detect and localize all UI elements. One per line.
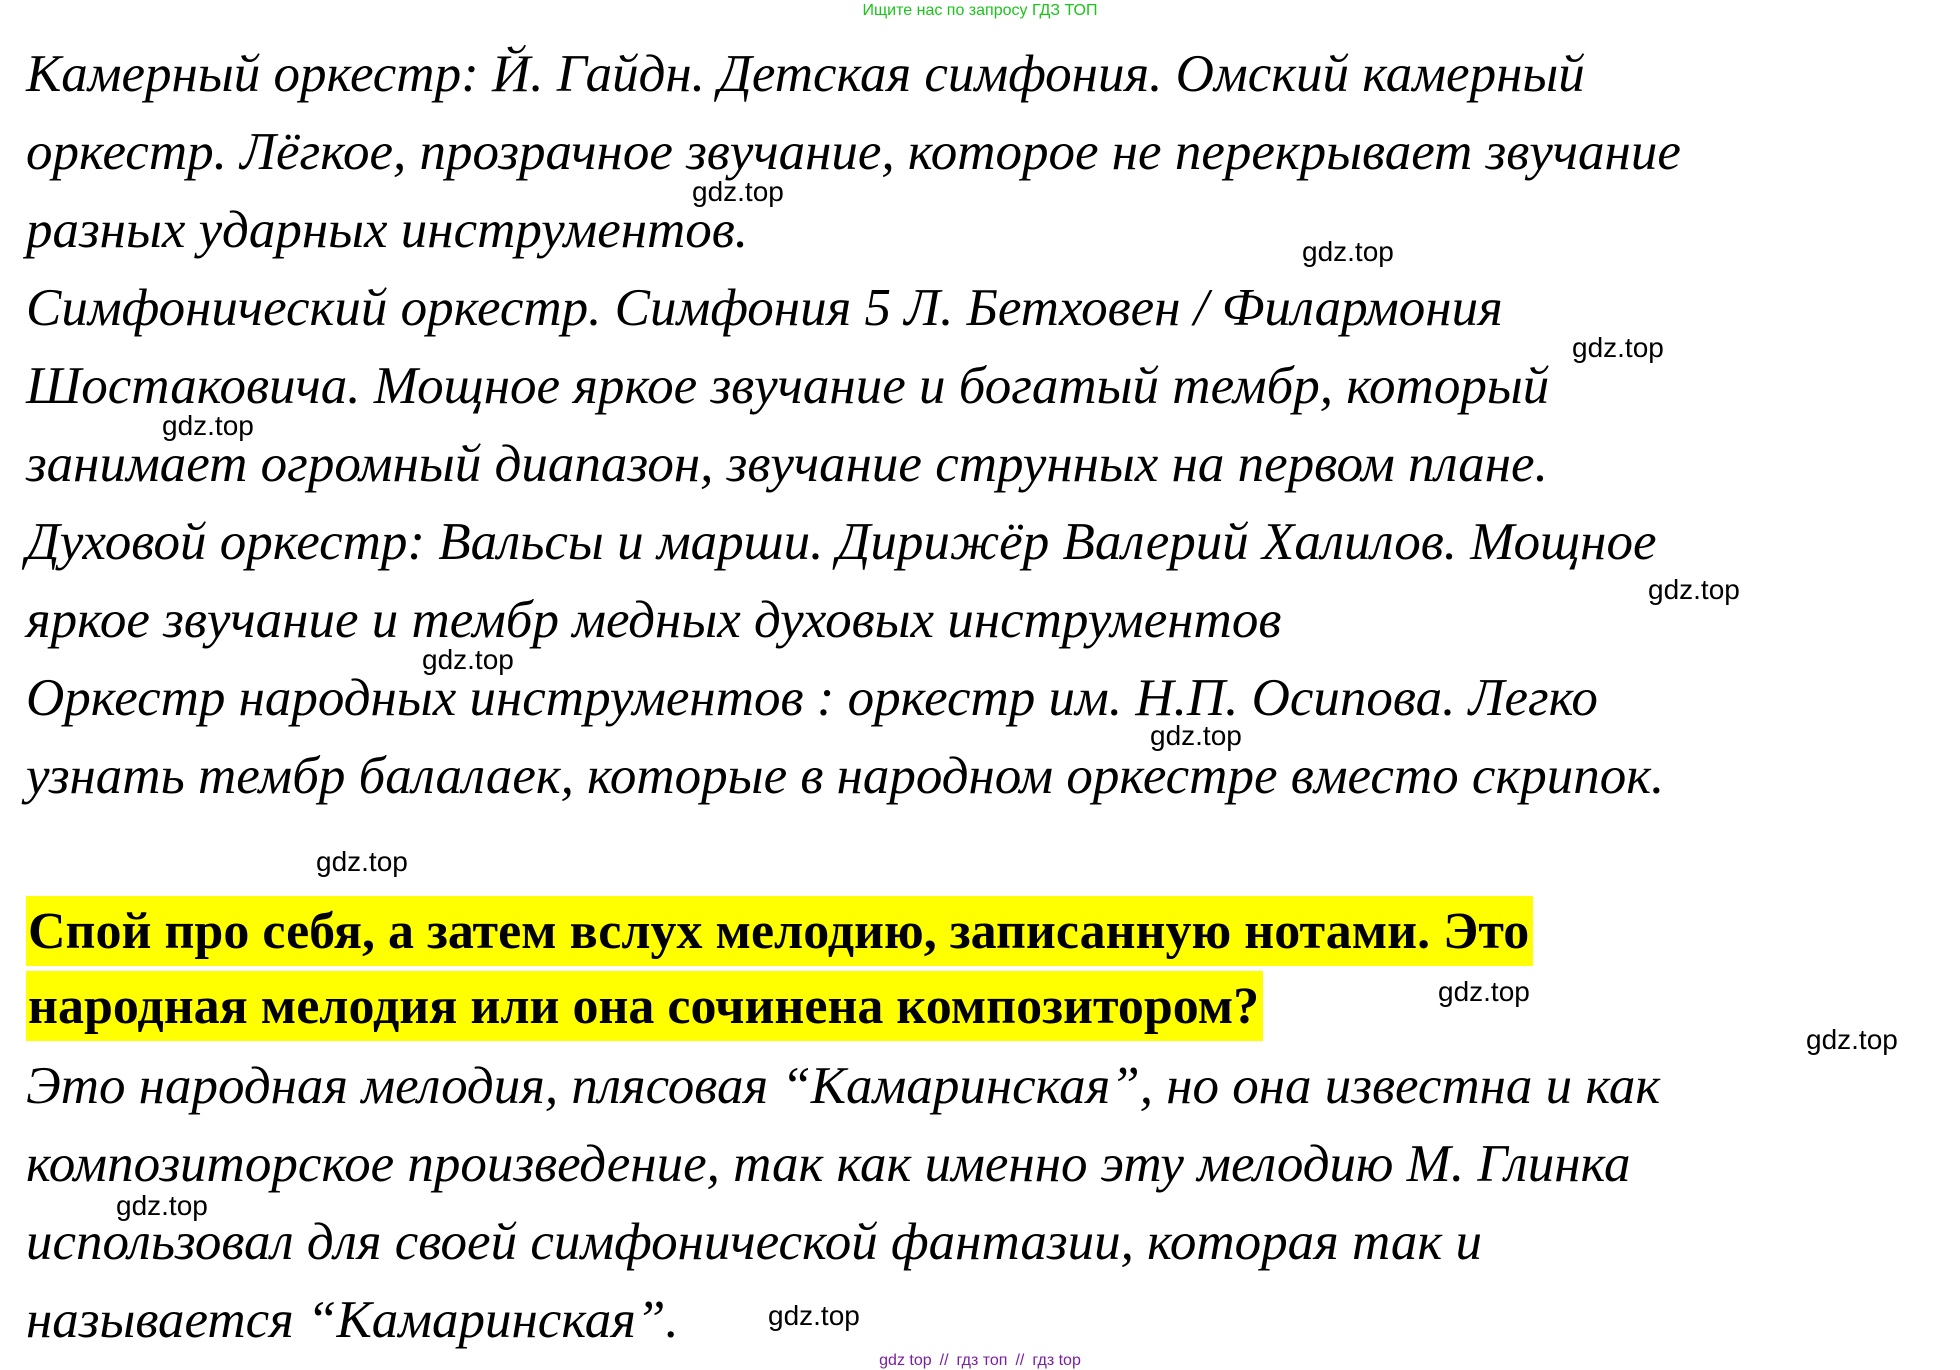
watermark: gdz.top [316,846,408,877]
footer-separator: // [939,1352,949,1369]
watermark: gdz.top [1302,236,1394,267]
answer2-line-1: Это народная мелодия, плясовая “Камаринская”, но она известна и как [26,1057,1661,1115]
watermark: gdz.top [692,176,784,207]
question-line-1: Спой про себя, а затем вслух мелодию, записанную нотами. Это [26,896,1533,966]
watermark: gdz.top [1648,574,1740,605]
answer-line-7: Духовой оркестр: Вальсы и марши. Дирижёр Валерий Халилов. Мощное [26,513,1657,571]
watermark: gdz.top [1806,1024,1898,1055]
watermark: gdz.top [422,644,514,675]
watermark: gdz.top [1572,332,1664,363]
watermark: gdz.top [768,1300,860,1331]
answer2-line-3: использовал для своей симфонической фантазии, которая так и [26,1213,1482,1271]
answer-line-10: узнать тембр балалаек, которые в народном оркестре вместо скрипок. [26,747,1665,805]
question-line-2: народная мелодия или она сочинена композитором? [26,971,1263,1041]
answer-line-4: Симфонический оркестр. Симфония 5 Л. Бетховен / Филармония [26,279,1503,337]
watermark: gdz.top [116,1190,208,1221]
watermark: gdz.top [162,410,254,441]
answer-line-3: разных ударных инструментов. [26,201,749,259]
answer-line-8: яркое звучание и тембр медных духовых инструментов [26,591,1282,649]
answer-line-6: занимает огромный диапазон, звучание струнных на первом плане. [26,435,1548,493]
answer-line-2: оркестр. Лёгкое, прозрачное звучание, которое не перекрывает звучание [26,123,1681,181]
answer2-line-2: композиторское произведение, так как именно эту мелодию М. Глинка [26,1135,1631,1193]
answer-line-9: Оркестр народных инструментов : оркестр им. Н.П. Осипова. Легко [26,669,1598,727]
watermark: gdz.top [1150,720,1242,751]
answer-line-5: Шостаковича. Мощное яркое звучание и богатый тембр, который [26,357,1550,415]
top-banner: Ищите нас по запросу ГДЗ ТОП [862,2,1098,19]
footer-part-1: gdz top [879,1352,932,1369]
footer-part-2: гдз топ [956,1352,1008,1369]
answer2-line-4: называется “Камаринская”. [26,1291,679,1349]
watermark: gdz.top [1438,976,1530,1007]
answer-line-1: Камерный оркестр: Й. Гайдн. Детская симфония. Омский камерный [26,45,1585,103]
footer-separator: // [1015,1352,1025,1369]
footer-part-3: гдз top [1032,1352,1081,1369]
footer [0,1352,1960,1370]
